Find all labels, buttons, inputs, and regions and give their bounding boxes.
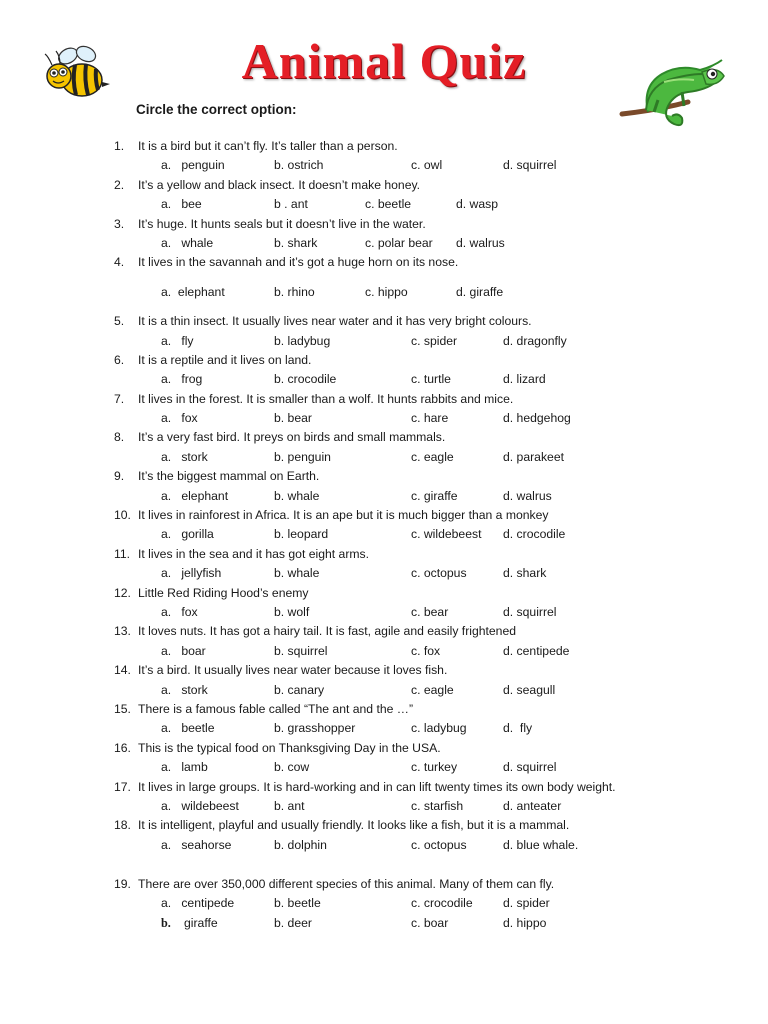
answer-option[interactable]: d. hedgehog	[503, 411, 571, 426]
question-number: 7.	[114, 391, 125, 406]
answer-option[interactable]: a. penguin	[161, 158, 225, 173]
answer-option[interactable]: c. wildebeest	[411, 527, 482, 542]
options-row	[114, 525, 754, 544]
options-row	[114, 156, 754, 175]
answer-option[interactable]: a. boar	[161, 643, 206, 658]
answer-option[interactable]: a. fly	[161, 333, 194, 348]
answer-option[interactable]: a. stork	[161, 682, 208, 697]
answer-option[interactable]: d. squirrel	[503, 604, 557, 619]
options-row	[114, 758, 754, 777]
options-row	[114, 681, 754, 700]
answer-option[interactable]: c. polar bear	[365, 235, 433, 250]
question-text: It is a reptile and it lives on land.	[138, 352, 312, 367]
answer-option[interactable]: d. anteater	[503, 798, 562, 813]
chameleon-illustration	[618, 52, 728, 136]
question-row	[114, 545, 754, 564]
answer-option[interactable]: b . ant	[274, 197, 308, 212]
options-row	[114, 564, 754, 583]
question-text: It lives in the savannah and it’s got a huge horn on its nose.	[138, 255, 459, 270]
answer-option[interactable]: b. dolphin	[274, 837, 327, 852]
answer-option[interactable]: b. ladybug	[274, 333, 331, 348]
question-number: 10.	[114, 508, 131, 523]
answer-option[interactable]: a. fox	[161, 411, 198, 426]
question-number: 13.	[114, 624, 131, 639]
question-number: 9.	[114, 469, 125, 484]
answer-option[interactable]: b. deer	[274, 915, 312, 930]
question-row	[114, 312, 754, 331]
answer-option[interactable]: c. ladybug	[411, 721, 467, 736]
option-letter: b.	[161, 915, 171, 930]
answer-option[interactable]: a. bee	[161, 197, 202, 212]
answer-option[interactable]: d. shark	[503, 566, 547, 581]
answer-option[interactable]: d. seagull	[503, 682, 556, 697]
answer-option[interactable]: c. hare	[411, 411, 449, 426]
options-row	[114, 409, 754, 428]
options-row	[114, 283, 754, 302]
answer-option[interactable]: b. crocodile	[274, 372, 337, 387]
question-text: It lives in rainforest in Africa. It is an ape but it is much bigger than a monkey	[138, 508, 549, 523]
answer-option[interactable]: d. walrus	[503, 488, 552, 503]
answer-option[interactable]: d. hippo	[503, 915, 547, 930]
answer-option[interactable]: b. whale	[274, 488, 320, 503]
answer-option[interactable]: a. beetle	[161, 721, 215, 736]
answer-option[interactable]: a. stork	[161, 449, 208, 464]
question-row	[114, 816, 754, 835]
question-text: It lives in large groups. It is hard-working and in can lift twenty times its own body weight.	[138, 779, 616, 794]
options-row-extra	[114, 914, 754, 933]
question-number: 12.	[114, 585, 131, 600]
answer-option[interactable]: b. wolf	[274, 604, 310, 619]
answer-option[interactable]: c. eagle	[411, 682, 454, 697]
answer-option[interactable]: a. jellyfish	[161, 566, 222, 581]
options-row	[114, 487, 754, 506]
question-number: 5.	[114, 314, 125, 329]
question-text: It’s huge. It hunts seals but it doesn’t live in the water.	[138, 216, 426, 231]
answer-option[interactable]: b. canary	[274, 682, 325, 697]
answer-option[interactable]: c. spider	[411, 333, 458, 348]
question-row	[114, 467, 754, 486]
question-text: There is a famous fable called “The ant and the …”	[138, 701, 414, 716]
answer-option[interactable]: d. parakeet	[503, 449, 564, 464]
answer-option[interactable]: c. turtle	[411, 372, 451, 387]
options-row	[114, 332, 754, 351]
answer-option[interactable]: c. giraffe	[411, 488, 458, 503]
answer-option[interactable]: d. walrus	[456, 235, 505, 250]
question-row	[114, 428, 754, 447]
answer-option[interactable]: c. crocodile	[411, 896, 473, 911]
answer-option[interactable]: c. hippo	[365, 284, 408, 299]
answer-option[interactable]: c. fox	[411, 643, 441, 658]
answer-option[interactable]: a. lamb	[161, 760, 208, 775]
options-row	[114, 234, 754, 253]
instruction-text: Circle the correct option:	[136, 102, 297, 117]
question-row	[114, 622, 754, 641]
question-text: It’s the biggest mammal on Earth.	[138, 469, 320, 484]
answer-option[interactable]: b. leopard	[274, 527, 329, 542]
answer-option[interactable]: d. crocodile	[503, 527, 566, 542]
answer-option[interactable]: d. dragonfly	[503, 333, 567, 348]
question-row	[114, 351, 754, 370]
answer-option[interactable]: d. centipede	[503, 643, 570, 658]
answer-option[interactable]: a. seahorse	[161, 837, 232, 852]
question-row	[114, 584, 754, 603]
answer-option[interactable]: b. squirrel	[274, 643, 328, 658]
question-text: It lives in the sea and it has got eight arms.	[138, 546, 370, 561]
options-row	[114, 719, 754, 738]
question-row	[114, 661, 754, 680]
question-row	[114, 215, 754, 234]
question-text: It is a thin insect. It usually lives near water and it has very bright colours.	[138, 314, 532, 329]
answer-option[interactable]: a. wildebeest	[161, 798, 239, 813]
answer-option[interactable]: b. bear	[274, 411, 312, 426]
answer-option[interactable]: d. fly	[503, 721, 533, 736]
page-title: Animal Quiz	[241, 33, 527, 89]
answer-option[interactable]: b. grasshopper	[274, 721, 356, 736]
question-number: 4.	[114, 255, 125, 270]
question-row	[114, 176, 754, 195]
options-row	[114, 642, 754, 661]
question-number: 3.	[114, 216, 125, 231]
answer-option[interactable]: a. centipede	[161, 896, 235, 911]
question-row	[114, 875, 754, 894]
question-row	[114, 739, 754, 758]
answer-option[interactable]: b. ostrich	[274, 158, 324, 173]
answer-option[interactable]: d. squirrel	[503, 158, 557, 173]
answer-option[interactable]: b. shark	[274, 235, 318, 250]
options-row	[114, 797, 754, 816]
question-text: It loves nuts. It has got a hairy tail. It is fast, agile and easily frightened	[138, 624, 517, 639]
question-number: 11.	[114, 546, 131, 561]
question-row	[114, 778, 754, 797]
answer-option[interactable]: a. whale	[161, 235, 214, 250]
question-number: 2.	[114, 177, 125, 192]
question-text: It is intelligent, playful and usually friendly. It looks like a fish, but it is a mammal.	[138, 818, 570, 833]
answer-option[interactable]: c. octopus	[411, 837, 467, 852]
section-spacer	[114, 855, 754, 875]
answer-option[interactable]: a. fox	[161, 604, 198, 619]
answer-option[interactable]: d. giraffe	[456, 284, 504, 299]
question-row	[114, 390, 754, 409]
options-row	[114, 370, 754, 389]
question-number: 17.	[114, 779, 131, 794]
question-row	[114, 506, 754, 525]
options-row	[114, 448, 754, 467]
question-number: 15.	[114, 701, 131, 716]
answer-option[interactable]: c. octopus	[411, 566, 467, 581]
question-number: 16.	[114, 740, 131, 755]
answer-option[interactable]: d. lizard	[503, 372, 546, 387]
answer-option[interactable]: giraffe	[184, 915, 218, 930]
answer-option[interactable]: b. penguin	[274, 449, 331, 464]
options-row	[114, 195, 754, 214]
answer-option[interactable]: c. beetle	[365, 197, 412, 212]
question-row	[114, 253, 754, 272]
question-row	[114, 700, 754, 719]
question-text: It lives in the forest. It is smaller than a wolf. It hunts rabbits and mice.	[138, 391, 514, 406]
answer-option[interactable]: d. blue whale.	[503, 837, 579, 852]
question-text: It is a bird but it can’t fly. It’s taller than a person.	[138, 139, 398, 153]
question-number: 6.	[114, 352, 125, 367]
question-number: 8.	[114, 430, 125, 445]
answer-option[interactable]: b. whale	[274, 566, 320, 581]
options-row	[114, 836, 754, 855]
question-text: It’s a very fast bird. It preys on birds and small mammals.	[138, 430, 446, 445]
answer-option[interactable]: c. eagle	[411, 449, 454, 464]
question-text: This is the typical food on Thanksgiving Day in the USA.	[138, 740, 441, 755]
question-text: There are over 350,000 different species of this animal. Many of them can fly.	[138, 877, 555, 892]
answer-option[interactable]: c. starfish	[411, 798, 464, 813]
answer-option[interactable]: b. cow	[274, 760, 310, 775]
answer-option[interactable]: a. elephant	[161, 284, 225, 299]
question-text: It’s a bird. It usually lives near water because it loves fish.	[138, 663, 448, 678]
options-row	[114, 603, 754, 622]
answer-option[interactable]: d. spider	[503, 896, 550, 911]
answer-option[interactable]: b. ant	[274, 798, 305, 813]
answer-option[interactable]: b. rhino	[274, 284, 315, 299]
question-number: 14.	[114, 663, 131, 678]
answer-option[interactable]: a. frog	[161, 372, 203, 387]
question-number: 1.	[114, 139, 125, 153]
question-number: 19.	[114, 877, 131, 892]
options-row	[114, 894, 754, 913]
answer-option[interactable]: c. boar	[411, 915, 449, 930]
question-number: 18.	[114, 818, 131, 833]
answer-option[interactable]: a. gorilla	[161, 527, 214, 542]
answer-option[interactable]: d. squirrel	[503, 760, 557, 775]
answer-option[interactable]: c. owl	[411, 158, 443, 173]
question-text: It’s a yellow and black insect. It doesn’t make honey.	[138, 177, 421, 192]
question-row	[114, 137, 754, 156]
answer-option[interactable]: c. bear	[411, 604, 449, 619]
answer-option[interactable]: b. beetle	[274, 896, 321, 911]
quiz-list	[114, 137, 754, 933]
answer-option[interactable]: c. turkey	[411, 760, 458, 775]
answer-option[interactable]: d. wasp	[456, 197, 499, 212]
answer-option[interactable]: a. elephant	[161, 488, 229, 503]
question-text: Little Red Riding Hood’s enemy	[138, 585, 309, 600]
